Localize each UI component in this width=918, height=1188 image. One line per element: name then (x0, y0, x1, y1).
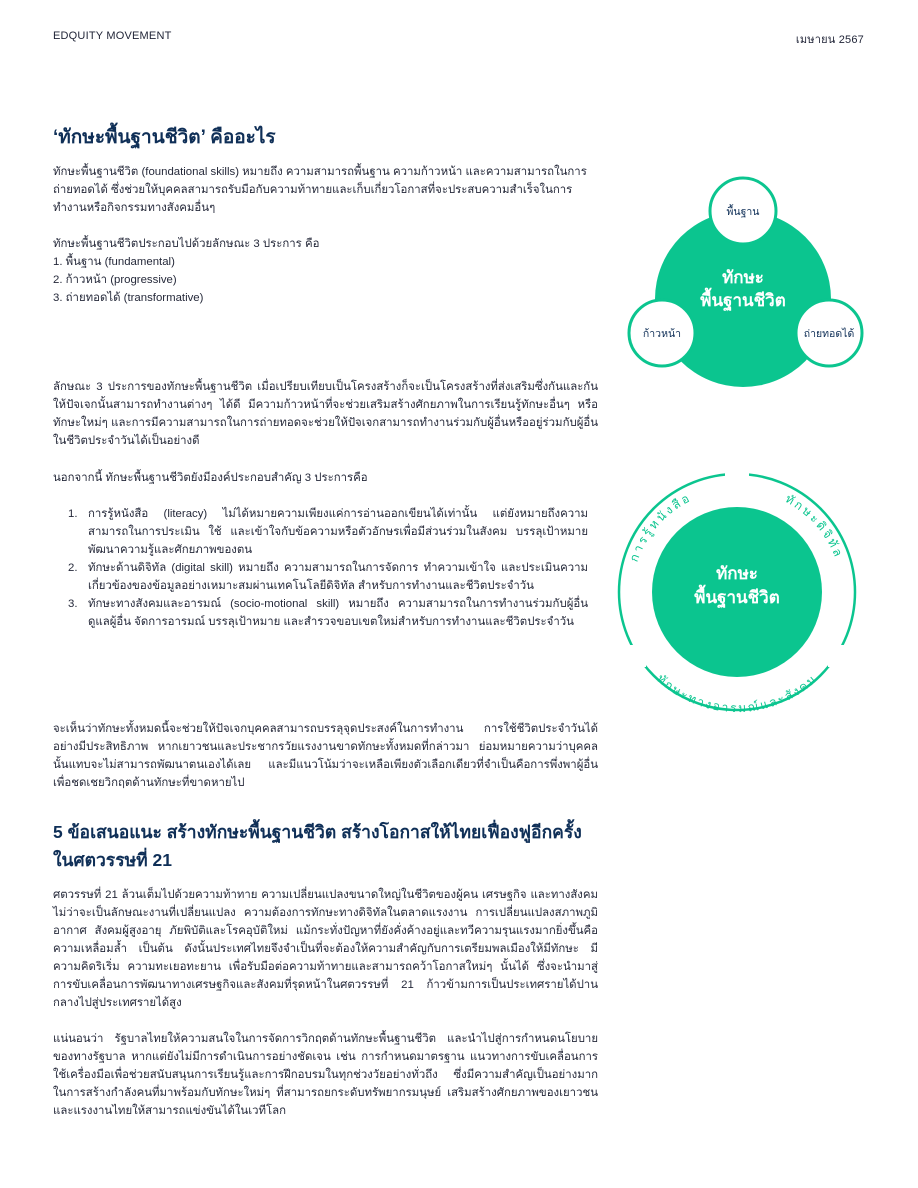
section2-title (53, 818, 598, 874)
center-label-line1: ทักษะ (722, 268, 764, 288)
header-brand: EDQUITY MOVEMENT (53, 30, 172, 42)
list-item-number: 3. (68, 598, 78, 610)
node-transformative-label: ถ่ายทอดได้ (803, 328, 855, 340)
ring-gap (828, 645, 862, 667)
list-item (66, 505, 588, 559)
list-item-number: 1. (68, 508, 78, 520)
list-item-number: 2. (68, 562, 78, 574)
list-item (66, 559, 588, 595)
node-progressive-label: ก้าวหน้า (642, 328, 682, 340)
section1-paragraph-1: ทักษะพื้นฐานชีวิต (foundational skills) หมายถึง ความสามารถพื้นฐาน ความก้าวหน้า และความสามารถในการถ่ายทอดได้ ซึ่งช่วยให้บุคคลสามารถรับมือกับความท้าทายและเก็บเกี่ยวโอกาสที่จะประสบความสำเร็จในการทำงานหรือกิจกรรมทางสังคมอื่นๆ (53, 166, 587, 214)
list-item: 2. ก้าวหน้า (progressive) (53, 274, 177, 286)
center-label-line2: พื้นฐานชีวิต (700, 291, 786, 311)
section1-paragraph-2: ลักษณะ 3 ประการของทักษะพื้นฐานชีวิต เมื่อเปรียบเทียบเป็นโครงสร้างก็จะเป็นโครงสร้างที่ส่งเสริมซึ่งกันและกัน ให้ปัจเจกนั้นสามารถทำงานต่างๆ ได้ดี มีความก้าวหน้าที่จะช่วยเสริมสร้างศักยภาพในการเรียนรู้ทักษะอื่นๆ หรือทักษะใหม่ๆ และการมีความสามารถในการถ่ายทอดจะช่วยให้ปัจเจกสามารถทำงานร่วมกับผู้อื่นหรืออยู่ร่วมกับผู้อื่นในชีวิตประจำวันได้เป็นอย่างดี (53, 381, 598, 447)
characteristics-diagram (618, 170, 880, 395)
ring-gap (612, 645, 646, 667)
section2-title-line2: ในศตวรรษที่ 21 (53, 850, 173, 870)
center-label-line2: พื้นฐานชีวิต (694, 588, 780, 608)
section1-paragraph-4: จะเห็นว่าทักษะทั้งหมดนี้จะช่วยให้ปัจเจกบุคคลสามารถบรรลุจุดประสงค์ในการทำงาน การใช้ชีวิตประจำวันได้อย่างมีประสิทธิภาพ หากเยาวชนและประชากรวัยแรงงานขาดทักษะทั้งหมดที่กล่าวมา ย่อมหมายความว่าบุคคลนั้นแทบจะไม่สามารถพัฒนาตนเองได้เลย และมีแนวโน้มว่าจะเหลือเพียงตัวเลือกเดียวที่จำเป็นคือการพึ่งพาผู้อื่นเพื่อชดเชยวิกฤตด้านทักษะที่ขาดหายไป (53, 723, 598, 789)
list-item: 3. ถ่ายทอดได้ (transformative) (53, 292, 204, 304)
arc-label-socio-emotional: ทักษะทางอารมณ์และสังคม (654, 671, 820, 716)
arc-label-digital: ทักษะดิจิทัล (782, 491, 847, 561)
section2-paragraph-1: ศตวรรษที่ 21 ล้วนเต็มไปด้วยความท้าทาย ความเปลี่ยนแปลงขนาดใหญ่ในชีวิตของผู้คน เศรษฐกิจ และทางสังคม ไม่ว่าจะเป็นลักษณะงานที่เปลี่ยนแปลง ความต้องการทักษะทางดิจิทัลในตลาดแรงงาน การเปลี่ยนแปลงสภาพภูมิอากาศ สังคมผู้สูงอายุ ภัยพิบัติและโรคอุบัติใหม่ แม้กระทั่งปัญหาที่ยังคั่งค้างอยู่และทวีความรุนแรงมากยิ่งขึ้นคือ ความเหลื่อมล้ำ เป็นต้น ดังนั้นประเทศไทยจึงจำเป็นที่จะต้องให้ความสำคัญกับการเตรียมพลเมืองให้มีทักษะ มีความคิดริเริ่ม ความทะเยอทะยาน เพื่อรับมือต่อความท้าทายและสามารถคว้าโอกาสใหม่ๆ นั้นได้ ซึ่งจะนำมาสู่การขับเคลื่อนการพัฒนาทางเศรษฐกิจและสังคมที่รุดหน้าในศตวรรษที่ 21 ก้าวข้ามการเป็นประเทศรายได้ปานกลางไปสู่ประเทศรายได้สูง (53, 889, 598, 1009)
node-fundamental-label: พื้นฐาน (726, 206, 760, 218)
list-item-text: ทักษะทางสังคมและอารมณ์ (socio-motional skill) หมายถึง ความสามารถในการทำงานร่วมกับผู้อื่น ดูแลผู้อื่น จัดการอารมณ์ บรรลุเป้าหมาย และสำรวจขอบเขตใหม่สำหรับการทำงานและชีวิตประจำวัน (88, 598, 588, 628)
center-label-line1: ทักษะ (716, 564, 758, 584)
section2-title-line1: 5 ข้อเสนอแนะ สร้างทักษะพื้นฐานชีวิต สร้างโอกาสให้ไทยเฟื่องฟูอีกครั้ง (53, 822, 582, 842)
list-item: 1. พื้นฐาน (fundamental) (53, 256, 175, 268)
list-item (66, 595, 588, 631)
section2-paragraph-2: แน่นอนว่า รัฐบาลไทยให้ความสนใจในการจัดการวิกฤตด้านทักษะพื้นฐานชีวิต และนำไปสู่การกำหนดนโยบายของทางรัฐบาล หากแต่ยังไม่มีการดำเนินการอย่างชัดเจน เช่น การกำหนดมาตรฐาน แนวทางการขับเคลื่อนการใช้เครื่องมือเพื่อช่วยสนับสนุนการเรียนรู้และการฝึกอบรมในทุกช่วงวัยอย่างทั่วถึง ซึ่งมีความสำคัญเป็นอย่างมากในการสร้างกำลังคนที่มาพร้อมกับทักษะใหม่ๆ ที่สามารถยกระดับทรัพยากรมนุษย์ เสริมสร้างศักยภาพของเยาวชนและแรงงานไทยให้สามารถแข่งขันได้ในเวทีโลก (53, 1033, 598, 1117)
characteristics-intro: ทักษะพื้นฐานชีวิตประกอบไปด้วยลักษณะ 3 ประการ คือ (53, 238, 320, 250)
components-diagram (612, 465, 862, 725)
header-date: เมษายน 2567 (795, 34, 864, 46)
arc-label-literacy: การรู้หนังสือ (626, 490, 694, 564)
list-item-text: การรู้หนังสือ (literacy) ไม่ได้หมายความเพียงแค่การอ่านออกเขียนได้เท่านั้น แต่ยังหมายถึงความสามารถในการประเมิน ใช้ และเข้าใจกับข้อความหรือตัวอักษรเพื่อมีส่วนร่วมในสังคม บรรลุเป้าหมาย พัฒนาความรู้และศักยภาพของตน (88, 508, 588, 556)
components-list (66, 505, 588, 631)
list-item-text: ทักษะด้านดิจิทัล (digital skill) หมายถึง ความสามารถในการจัดการ ทำความเข้าใจ และประเมินความเกี่ยวข้องของข้อมูลอย่างเหมาะสมผ่านเทคโนโลยีดิจิทัล สำหรับการทำงานและชีวิตประจำวัน (88, 562, 588, 592)
characteristics-list (53, 253, 598, 307)
section1-paragraph-3: นอกจากนี้ ทักษะพื้นฐานชีวิตยังมีองค์ประกอบสำคัญ 3 ประการคือ (53, 472, 368, 484)
ring-gap (725, 465, 749, 479)
section1-title: ‘ทักษะพื้นฐานชีวิต’ คืออะไร (53, 127, 276, 148)
